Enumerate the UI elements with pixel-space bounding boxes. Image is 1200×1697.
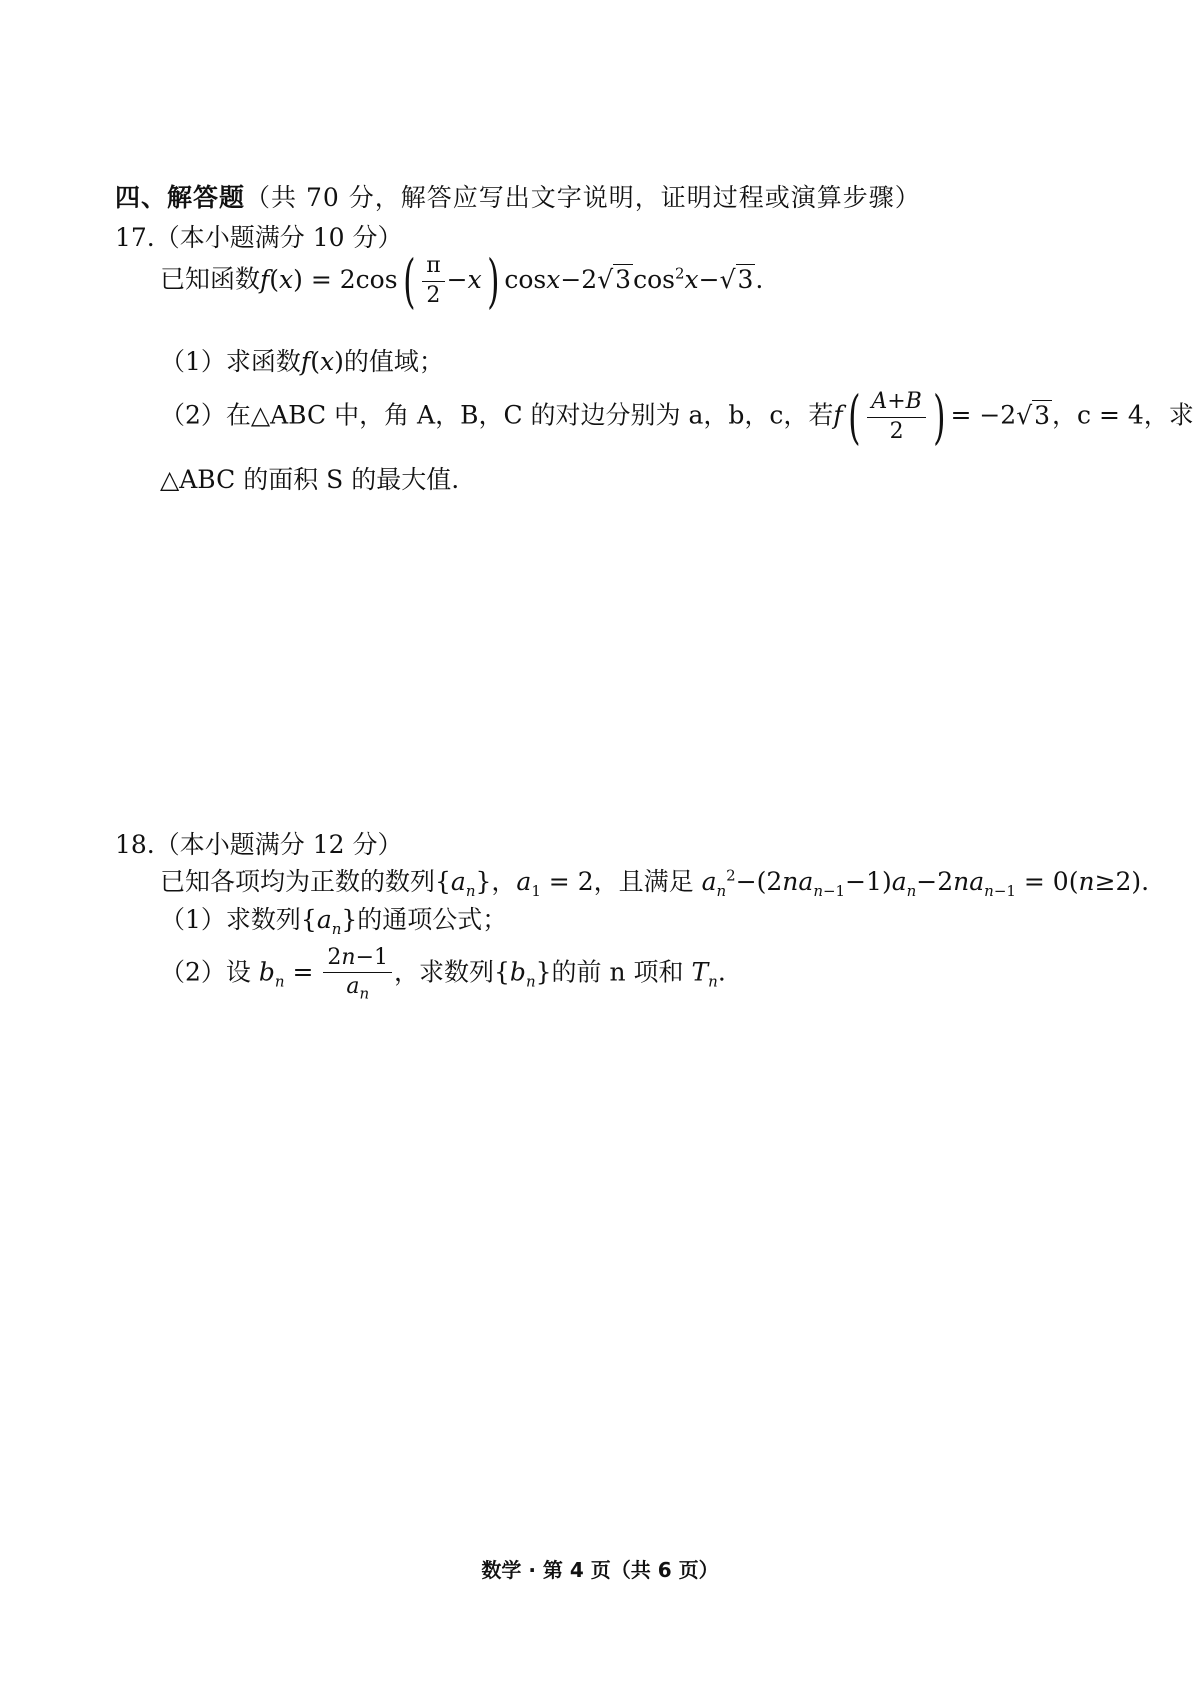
- q18-stem: 已知各项均为正数的数列$\{a_n\}$，$a_1 = 2$，且满足 $a_n^2-(2na_{n-1}-1)a_n-2na_{n-1} = 0(n\ge 2)$.: [160, 866, 1150, 900]
- q17-number: 17.: [115, 223, 155, 252]
- q17-part2-prefix: （2）: [160, 400, 226, 430]
- q17-part1-text: 求函数: [225, 347, 301, 376]
- q18-part2-end: }的前 n 项和: [535, 957, 684, 987]
- section-heading-note: （共 70 分，解答应写出文字说明，证明过程或演算步骤）: [245, 183, 921, 212]
- q17-part2: （2）在△ABC 中，角 A，B，C 的对边分别为 a，b，c，若f( $\frac{A+B}{2}$ ) = −2√3，c = 4，求: [160, 383, 1194, 451]
- q17-stem: [160, 247, 764, 315]
- q17-stem-prefix: 已知函数: [160, 264, 261, 294]
- page-footer: 数学 · 第 4 页（共 6 页）: [481, 1558, 719, 1582]
- q17-part1-suffix: 的值域；: [343, 347, 444, 376]
- q17-part1: （1）求函数f(x)的值域；: [160, 347, 444, 376]
- q18-part2-suffix: ，求数列{: [394, 957, 510, 987]
- q18-stem-text: 已知各项均为正数的数列{: [160, 867, 451, 896]
- section-heading-title: 四、解答题: [115, 183, 246, 212]
- q18-part2-text: 设: [225, 957, 251, 987]
- q17-score: （本小题满分 10 分）: [154, 223, 403, 252]
- q18-number: 18.: [115, 830, 155, 859]
- q17-part1-prefix: （1）: [160, 347, 226, 376]
- q17-part2-value: = −2: [950, 400, 1017, 430]
- q17-part2-line2: △ABC 的面积 S 的最大值.: [160, 465, 460, 494]
- q17-part2-text: 在△ABC 中，角 A，B，C 的对边分别为 a，b，c，若: [225, 400, 834, 430]
- q18-part2-prefix: （2）: [160, 957, 226, 987]
- q17-function-formula: f(x) = 2cos( $\frac{\pi}{2}$ −x) $\cos x-2√3\cos^2x-√3$.: [260, 247, 764, 315]
- q18-part1-suffix: }的通项公式；: [341, 905, 508, 934]
- q18-part1-prefix: （1）: [160, 905, 226, 934]
- q17-header: [115, 218, 402, 254]
- q18-score: （本小题满分 12 分）: [154, 830, 403, 859]
- section-heading: [115, 178, 921, 214]
- q18-part1: （1）求数列$\{a_n\}$的通项公式；: [160, 905, 508, 938]
- q17-part2-c: ，c = 4，求: [1052, 400, 1194, 430]
- q18-part2: （2）设 $b_n$ = $\frac{2n-1}{a_n}$ ，求数列$\{b_n\}$的前 n 项和 $T_n$.: [160, 945, 726, 1003]
- q18-header: [115, 825, 402, 861]
- q18-part1-text: 求数列{: [225, 905, 317, 934]
